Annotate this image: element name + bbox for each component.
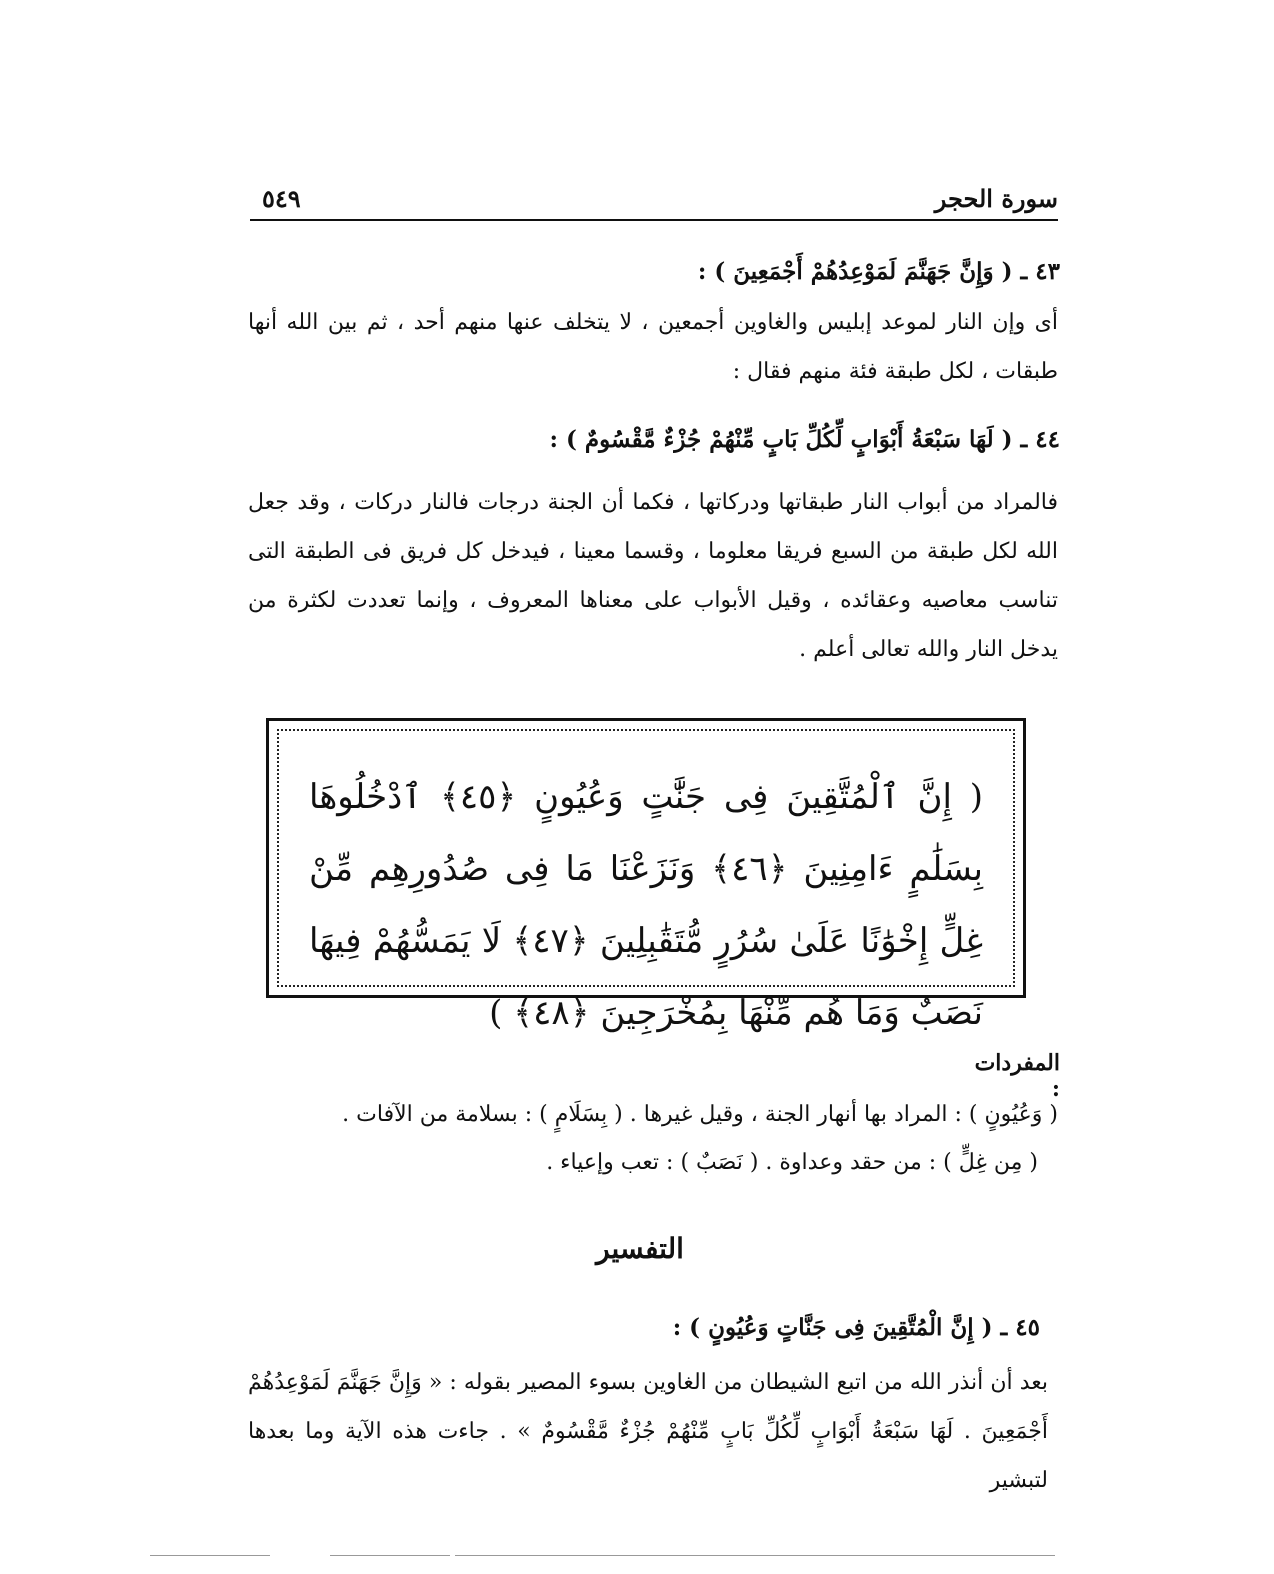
quran-verses-text: ( إِنَّ ٱلْمُتَّقِينَ فِى جَنَّٰتٍ وَعُيُونٍ ﴿٤٥﴾ ٱدْخُلُوهَا بِسَلَٰمٍ ءَامِنِينَ ﴿٤٦﴾ وَنَزَعْنَا مَا فِى صُدُورِهِم مِّنْ غِلٍّ إِخْوَٰنًا عَلَىٰ سُرُرٍ مُّتَقَٰبِلِينَ ﴿٤٧﴾ لَا يَمَسُّهُمْ فِيهَا نَصَبٌ وَمَا هُم مِّنْهَا بِمُخْرَجِينَ ﴿٤٨﴾ ) xyxy=(309,777,984,1033)
verse-43-heading: ٤٣ ـ ( وَإِنَّ جَهَنَّمَ لَمَوْعِدُهُمْ أَجْمَعِينَ ) : xyxy=(697,258,1060,285)
footer-rule-right xyxy=(455,1555,1055,1556)
verse-45-text: بعد أن أنذر الله من اتبع الشيطان من الغاوين بسوء المصير بقوله : « وَإِنَّ جَهَنَّمَ لَمَوْعِدُهُمْ أَجْمَعِينَ . لَهَا سَبْعَةُ أَبْوَابٍ لِّكُلِّ بَابٍ مِّنْهُمْ جُزْءٌ مَّقْسُومٌ » . جاءت هذه الآية وما بعدها لتبشير xyxy=(248,1370,1048,1493)
page-number: ٥٤٩ xyxy=(262,183,301,213)
quran-verses-frame xyxy=(266,718,1026,1033)
vocabulary-title: المفردات : xyxy=(974,1050,1060,1102)
verse-45-heading: ٤٥ ـ ( إِنَّ الْمُتَّقِينَ فِى جَنَّاتٍ وَعُيُونٍ ) : xyxy=(672,1314,1040,1341)
footer-rule-middle xyxy=(330,1555,450,1556)
vocabulary-line-1: ( وَعُيُونٍ ) : المراد بها أنهار الجنة ، وقيل غيرها . ( بِسَلَامٍ ) : بسلامة من الآفات . xyxy=(342,1102,1058,1127)
surah-title: سورة الحجر xyxy=(934,183,1058,213)
verse-44-heading: ٤٤ ـ ( لَهَا سَبْعَةُ أَبْوَابٍ لِّكُلِّ بَابٍ مِّنْهُمْ جُزْءٌ مَّقْسُومٌ ) : xyxy=(549,426,1060,453)
verse-43-explanation: أى وإن النار لموعد إبليس والغاوين أجمعين ، لا يتخلف عنها منهم أحد ، ثم بين الله أنها طبقات ، لكل طبقة فئة منهم فقال : xyxy=(248,310,1058,384)
footer-rule-left xyxy=(150,1555,270,1556)
tafsir-title: التفسير xyxy=(596,1232,684,1265)
vocabulary-line-2: ( مِن غِلٍّ ) : من حقد وعداوة . ( نَصَبٌ ) : تعب وإعياء . xyxy=(546,1150,1038,1175)
header-rule xyxy=(250,219,1058,221)
running-header xyxy=(262,178,1058,218)
verse-44-explanation: فالمراد من أبواب النار طبقاتها ودركاتها ، فكما أن الجنة درجات فالنار دركات ، وقد جعل الله لكل طبقة من السبع فريقا معلوما ، وقسما معينا ، فيدخل كل فريق فى الطبقة التى تناسب معاصيه وعقائده ، وقيل الأبواب على معناها المعروف ، وإنما تعددت لكثرة من يدخل النار والله تعالى أعلم . xyxy=(248,490,1058,662)
